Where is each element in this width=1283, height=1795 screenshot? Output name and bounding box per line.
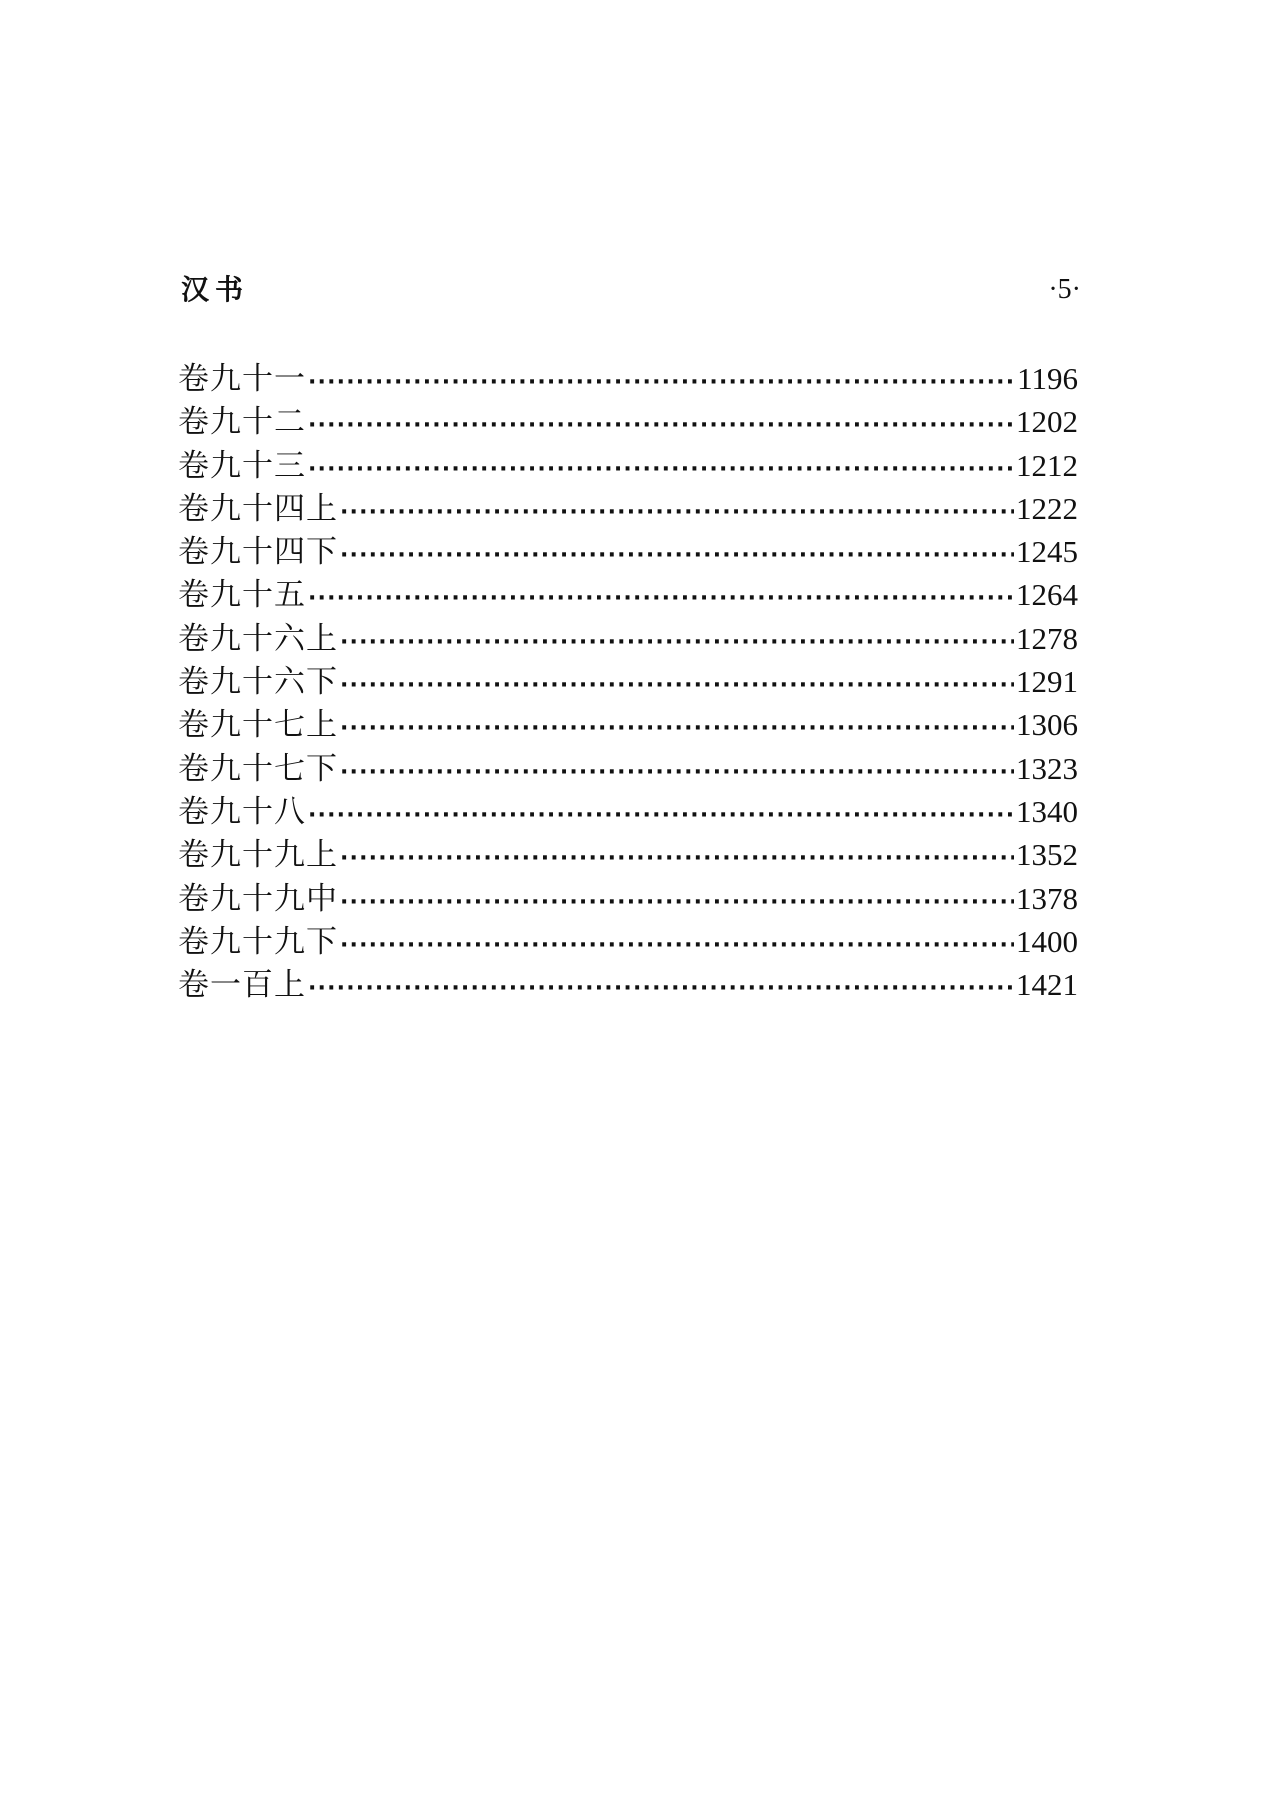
toc-entry-page: 1352 bbox=[1016, 837, 1078, 873]
toc-entry bbox=[178, 530, 1078, 573]
toc-entry-page: 1291 bbox=[1016, 664, 1078, 700]
toc-entry-page: 1323 bbox=[1016, 750, 1078, 786]
dot-leader bbox=[308, 361, 1015, 404]
toc-entry bbox=[178, 487, 1078, 530]
toc-entry-label: 卷九十四下 bbox=[178, 534, 338, 571]
toc-entry-label: 卷九十八 bbox=[178, 793, 306, 830]
toc-entry-label: 卷九十七上 bbox=[178, 707, 338, 744]
toc-entry-page: 1202 bbox=[1016, 404, 1078, 440]
toc-entry-page: 1196 bbox=[1017, 361, 1078, 396]
toc-entry-label: 卷九十九下 bbox=[178, 923, 338, 960]
book-title: 汉书 bbox=[181, 273, 250, 306]
toc-entry-page: 1264 bbox=[1016, 577, 1078, 613]
dot-leader bbox=[340, 491, 1014, 534]
toc-entry-page: 1222 bbox=[1016, 490, 1078, 526]
dot-leader bbox=[340, 751, 1014, 794]
toc-entry bbox=[178, 963, 1078, 1006]
table-of-contents bbox=[178, 357, 1078, 1006]
running-head bbox=[181, 270, 1081, 310]
dot-leader bbox=[308, 448, 1014, 491]
dot-leader bbox=[308, 577, 1014, 620]
toc-entry bbox=[178, 573, 1078, 616]
toc-entry-page: 1306 bbox=[1016, 707, 1078, 743]
dot-leader bbox=[340, 881, 1014, 924]
toc-entry bbox=[178, 400, 1078, 443]
toc-entry bbox=[178, 920, 1078, 963]
toc-entry bbox=[178, 357, 1078, 400]
page-number: ·5· bbox=[1048, 274, 1081, 305]
toc-entry-label: 卷九十九中 bbox=[178, 880, 338, 917]
dot-leader bbox=[340, 707, 1014, 750]
toc-entry bbox=[178, 747, 1078, 790]
toc-entry bbox=[178, 790, 1078, 833]
toc-entry-page: 1400 bbox=[1016, 923, 1078, 959]
toc-entry bbox=[178, 660, 1078, 703]
toc-entry-page: 1340 bbox=[1016, 793, 1078, 829]
toc-entry-page: 1245 bbox=[1016, 534, 1078, 570]
dot-leader bbox=[340, 924, 1014, 967]
dot-leader bbox=[308, 404, 1014, 447]
toc-entry-label: 卷九十二 bbox=[178, 404, 306, 441]
toc-entry-label: 卷九十六上 bbox=[178, 620, 338, 657]
toc-entry-label: 卷一百上 bbox=[178, 967, 306, 1004]
toc-entry-label: 卷九十七下 bbox=[178, 750, 338, 787]
toc-entry-page: 1278 bbox=[1016, 620, 1078, 656]
toc-entry-label: 卷九十三 bbox=[178, 447, 306, 484]
toc-entry bbox=[178, 444, 1078, 487]
dot-leader bbox=[308, 794, 1014, 837]
toc-entry-label: 卷九十九上 bbox=[178, 837, 338, 874]
dot-leader bbox=[340, 621, 1014, 664]
toc-entry bbox=[178, 703, 1078, 746]
toc-entry-label: 卷九十六下 bbox=[178, 664, 338, 701]
toc-entry bbox=[178, 833, 1078, 876]
dot-leader bbox=[340, 837, 1014, 880]
toc-entry-page: 1421 bbox=[1016, 967, 1078, 1003]
toc-entry-page: 1378 bbox=[1016, 880, 1078, 916]
toc-entry-label: 卷九十四上 bbox=[178, 490, 338, 527]
toc-entry bbox=[178, 877, 1078, 920]
dot-leader bbox=[340, 534, 1014, 577]
dot-leader bbox=[340, 664, 1014, 707]
toc-entry bbox=[178, 617, 1078, 660]
toc-entry-label: 卷九十一 bbox=[178, 361, 306, 397]
dot-leader bbox=[308, 967, 1014, 1010]
toc-entry-label: 卷九十五 bbox=[178, 577, 306, 614]
toc-entry-page: 1212 bbox=[1016, 447, 1078, 483]
